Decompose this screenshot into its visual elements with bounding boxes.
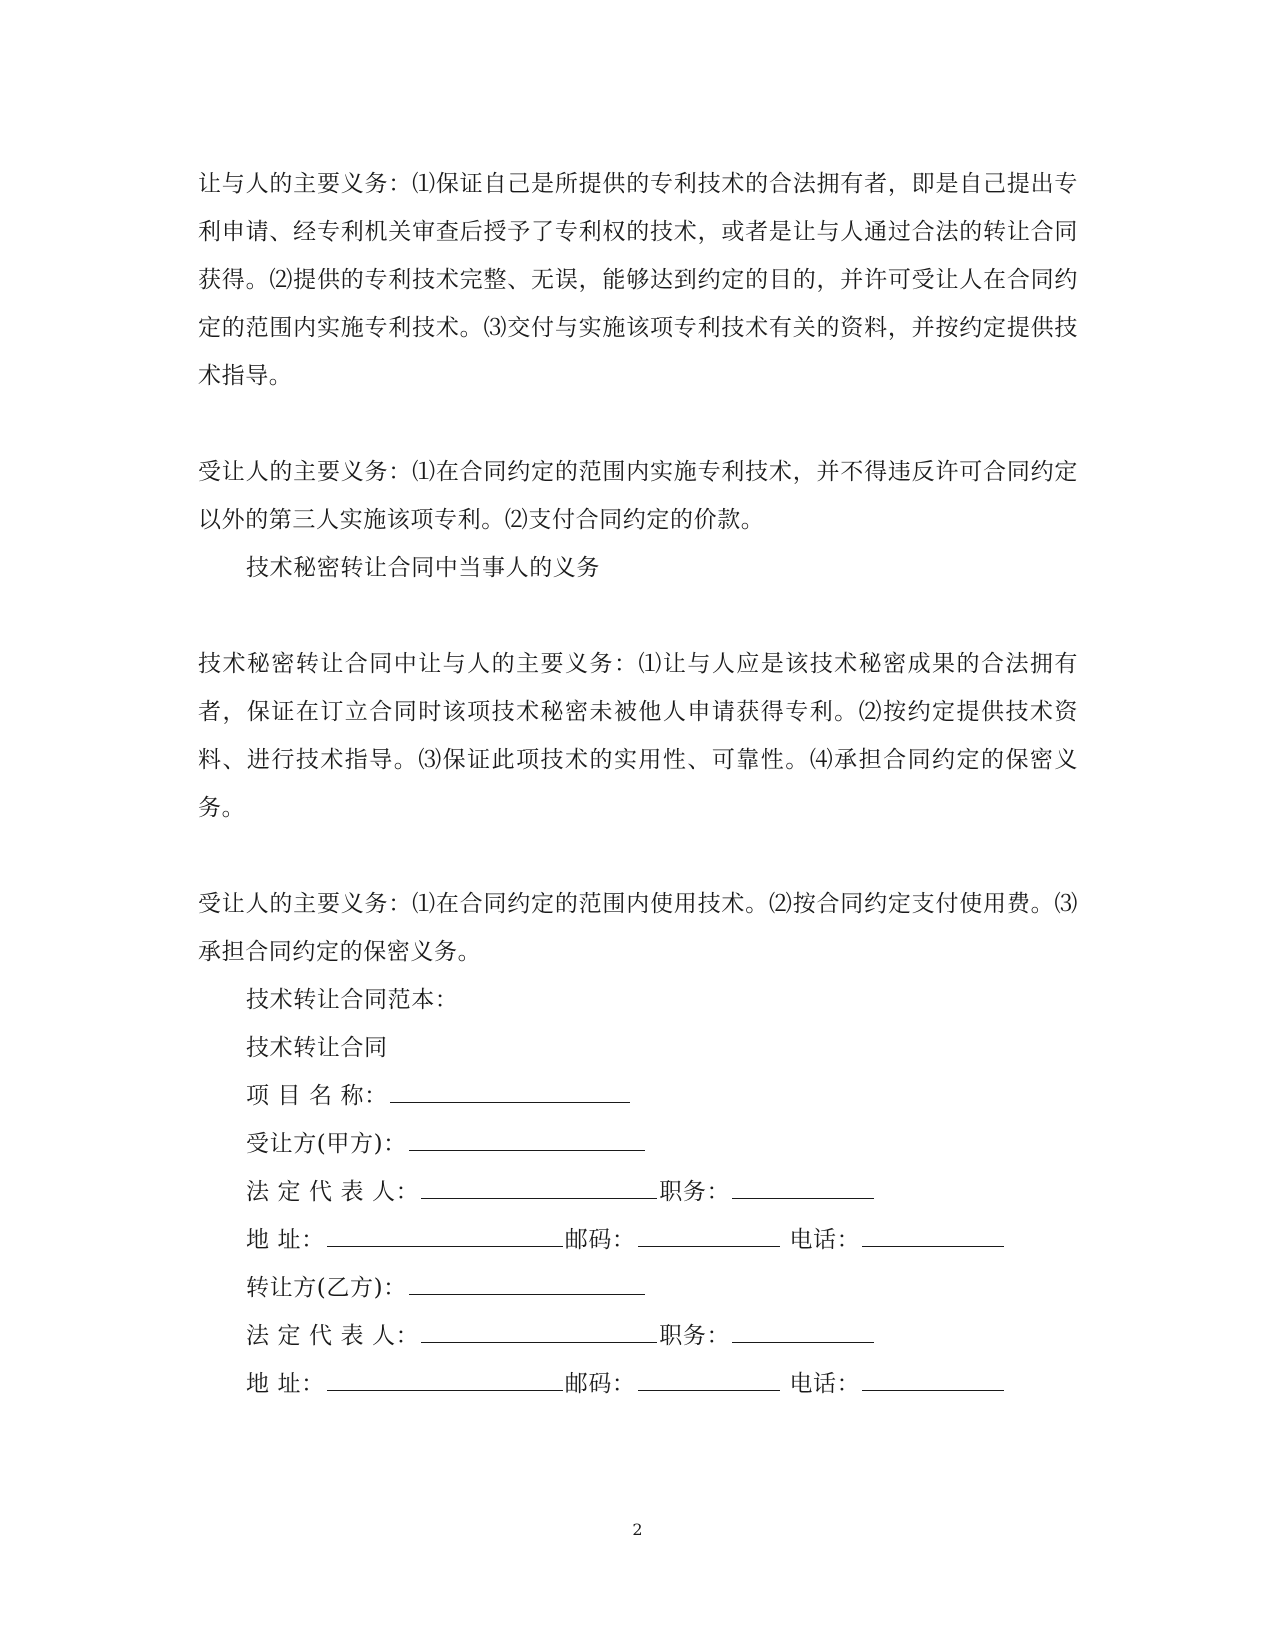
address-label: 地 址： [246, 1371, 325, 1397]
address-label: 地 址： [246, 1227, 325, 1253]
legal-rep-label: 法 定 代 表 人： [246, 1179, 420, 1205]
paragraph-secret-licensee-obligations: 受让人的主要义务：⑴在合同约定的范围内使用技术。⑵按合同约定支付使用费。⑶承担合同约定的保密义务。 [198, 891, 1078, 965]
transferor-label: 转让方(乙方)： [246, 1275, 407, 1301]
project-name-blank [390, 1084, 630, 1103]
legal-rep-label: 法 定 代 表 人： [246, 1323, 420, 1349]
position-label: 职务： [659, 1179, 731, 1205]
transferee-label: 受让方(甲方)： [246, 1131, 407, 1157]
postcode-blank [638, 1372, 780, 1391]
transferee-address-line [198, 1216, 1078, 1264]
postcode-label: 邮码： [564, 1371, 636, 1397]
transferee-legal-rep-line [198, 1168, 1078, 1216]
paragraph-licensor-obligations: 让与人的主要义务：⑴保证自己是所提供的专利技术的合法拥有者，即是自己提出专利申请、经专利机关审查后授予了专利权的技术，或者是让与人通过合法的转让合同获得。⑵提供的专利技术完整、无误，能够达到约定的目的，并许可受让人在合同约定的范围内实施专利技术。⑶交付与实施该项专利技术有关的资料，并按约定提供技术指导。 [198, 171, 1078, 389]
legal-rep-blank [421, 1324, 657, 1343]
position-label: 职务： [659, 1323, 731, 1349]
address-blank [327, 1372, 563, 1391]
phone-label: 电话： [789, 1227, 861, 1253]
phone-label: 电话： [789, 1371, 861, 1397]
paragraph-secret-licensor-obligations: 技术秘密转让合同中让与人的主要义务：⑴让与人应是该技术秘密成果的合法拥有者，保证在订立合同时该项技术秘密未被他人申请获得专利。⑵按约定提供技术资料、进行技术指导。⑶保证此项技术的实用性、可靠性。⑷承担合同约定的保密义务。 [198, 651, 1078, 821]
phone-blank [862, 1372, 1004, 1391]
phone-blank [862, 1228, 1004, 1247]
project-name-label: 项 目 名 称： [246, 1083, 388, 1109]
transferor-address-line [198, 1360, 1078, 1408]
project-name-line [198, 1072, 1078, 1120]
transferor-line [198, 1264, 1078, 1312]
position-blank [732, 1180, 874, 1199]
position-blank [732, 1324, 874, 1343]
document-body [198, 160, 1078, 1408]
legal-rep-blank [421, 1180, 657, 1199]
postcode-label: 邮码： [564, 1227, 636, 1253]
transferee-line [198, 1120, 1078, 1168]
postcode-blank [638, 1228, 780, 1247]
section-heading: 技术秘密转让合同中当事人的义务 [246, 555, 600, 581]
template-intro: 技术转让合同范本： [246, 987, 459, 1013]
address-blank [327, 1228, 563, 1247]
contract-title: 技术转让合同 [246, 1035, 388, 1061]
transferor-legal-rep-line [198, 1312, 1078, 1360]
page-number: 2 [632, 1520, 643, 1539]
paragraph-licensee-obligations: 受让人的主要义务：⑴在合同约定的范围内实施专利技术，并不得违反许可合同约定以外的第三人实施该项专利。⑵支付合同约定的价款。 [198, 459, 1078, 533]
transferee-blank [409, 1132, 645, 1151]
transferor-blank [409, 1276, 645, 1295]
